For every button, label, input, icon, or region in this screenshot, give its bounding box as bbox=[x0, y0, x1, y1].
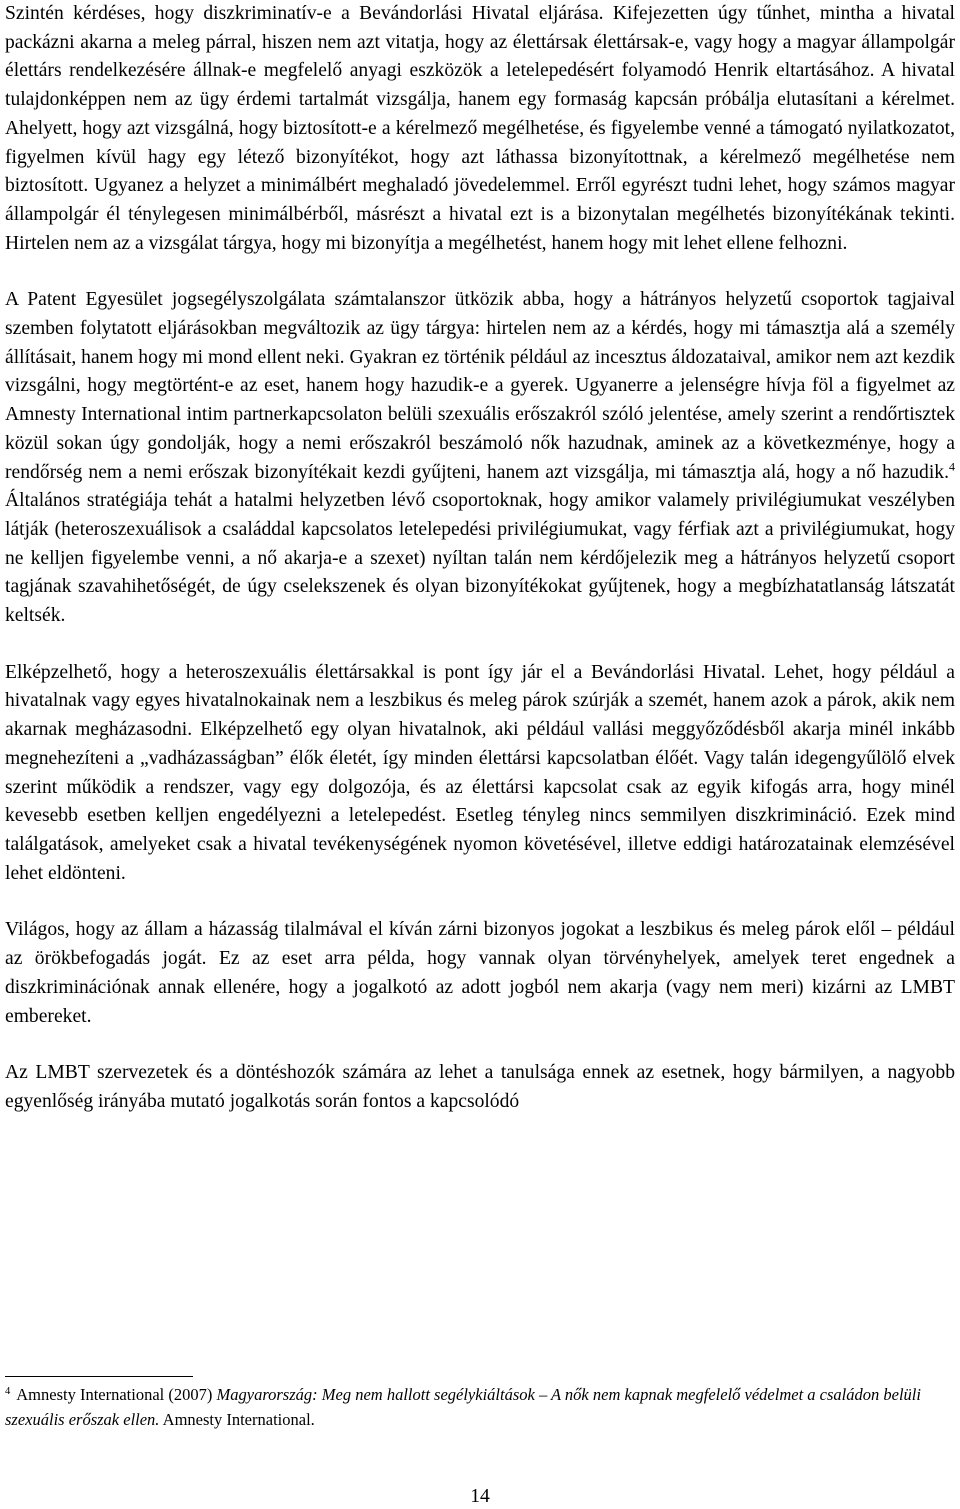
paragraph-patent-association bbox=[5, 286, 955, 630]
paragraph-patent-text-before-note: A Patent Egyesület jogsegélyszolgálata számtalanszor ütközik abba, hogy a hátrányos helyzetű csoportok tagjaival szemben folytatott eljárásokban megváltozik az ügy tárgya: hirtelen nem az a kérdés, hogy mi támasztja alá a személy állításait, hanem hogy mi mond ellent neki. Gyakran ez történik például az incesztus áldozataival, amikor nem azt kezdik vizsgálni, hogy megtörtént-e az eset, hanem hogy hazudik-e a gyerek. Ugyanerre a jelenségre hívja föl a figyelmet az Amnesty International intim partnerkapcsolaton belüli szexuális erőszakról szóló jelentése, amely szerint a rendőrtisztek közül sokan úgy gondolják, hogy a nemi erőszakról beszámoló nők hazudnak, aminek az a következménye, hogy a rendőrség nem a nemi erőszak bizonyítékait kezdi gyűjteni, hanem azt vizsgálja, mi támasztja alá, hogy a nő hazudik. bbox=[5, 289, 955, 483]
paragraph-marriage-ban: Világos, hogy az állam a házasság tilalmával el kíván zárni bizonyos jogokat a leszbikus és meleg párok elől – például az örökbefogadás jogát. Ez az eset arra példa, hogy vannak olyan törvényhelyek, amelyek teret engednek a diszkriminációnak annak ellenére, hogy a jogalkotó az adott jogból nem akarja (vagy nem meri) kizárni az LMBT embereket. bbox=[5, 919, 955, 1027]
paragraph-discrimination: Szintén kérdéses, hogy diszkriminatív-e a Bevándorlási Hivatal eljárása. Kifejezetten úgy tűnhet, mintha a hivatal packázni akarna a meleg párral, hiszen nem azt vitatja, hogy az élettársak élettársak-e, vagy hogy a magyar állampolgár élettárs rendelkezésére állnak-e megfelelő anyagi eszközök a letelepedésért folyamodó Henrik eltartásához. A hivatal tulajdonképpen nem az ügy érdemi tartalmát vizsgálja, hanem egy formaság kapcsán próbálja elutasítani a kérelmet. Ahelyett, hogy azt vizsgálná, hogy biztosított-e a kérelmező megélhetése, és figyelembe venné a támogató nyilatkozatot, figyelmen kívül hagy egy létező bizonyítékot, hogy azt láthassa bizonyítottnak, a kérelmező megélhetése nem biztosított. Ugyanez a helyzet a minimálbért meghaladó jövedelemmel. Erről egyrészt tudni lehet, hogy számos magyar állampolgár él ténylegesen minimálbérből, másrészt a hivatal ezt is a bizonytalan megélhetés bizonyítékának tekinti. Hirtelen nem az a vizsgálat tárgya, hogy mi bizonyítja a megélhetést, hanem hogy mit lehet ellene felhozni. bbox=[5, 3, 955, 254]
footnote-title: Magyarország: Meg nem hallott segélykiáltások – A nők nem kapnak megfelelő védelmet a családon belüli szexuális erőszak ellen. bbox=[5, 1385, 921, 1429]
footnote-reference[interactable]: 4 bbox=[949, 459, 955, 474]
footnote-divider bbox=[5, 1376, 193, 1377]
footnote-number: 4 bbox=[5, 1385, 11, 1397]
page-number: 14 bbox=[470, 1486, 490, 1507]
paragraph-lmbt-organizations: Az LMBT szervezetek és a döntéshozók számára az lehet a tanulsága ennek az esetnek, hogy bármilyen, a nagyobb egyenlőség irányába mutató jogalkotás során fontos a kapcsolódó bbox=[5, 1062, 955, 1112]
footnote bbox=[5, 1382, 955, 1432]
paragraph-patent-text-after-note: Általános stratégiája tehát a hatalmi helyzetben lévő csoportoknak, hogy amikor valamely privilégiumukat veszélyben látják (heteroszexuálisok a családdal kapcsolatos letelepedési privilégiumukat, vagy férfiak azt a privilégiumukat, hogy ne kelljen figyelembe venni, a nő akarja-e a szexet) nyíltan talán nem kérdőjelezik meg a hátrányos helyzetű csoport tagjának szavahihetőségét, de úgy cselekszenek és olyan bizonyítékokat gyűjtenek, hogy a megbízhatatlanság látszatát keltsék. bbox=[5, 490, 955, 627]
footnote-publisher: Amnesty International. bbox=[159, 1410, 315, 1429]
footnote-author: Amnesty International (2007) bbox=[16, 1385, 217, 1404]
paragraph-heterosexual-partners: Elképzelhető, hogy a heteroszexuális élettársakkal is pont így jár el a Bevándorlási Hivatal. Lehet, hogy például a hivatalnak vagy egyes hivatalnokainak nem a leszbikus és meleg párok szúrják a szemét, hanem azok a párok, akik nem akarnak megházasodni. Elképzelhető egy olyan hivatalnok, aki például vallási meggyőződésből akarja minél inkább megnehezíteni a „vadházasságban” élők életét, így minden élettársi kapcsolatban élőét. Vagy talán idegengyűlölő elvek szerint működik a rendszer, vagy egy dolgozója, és az élettársi kapcsolat csak az egyik kifogás arra, hogy minél kevesebb esetben kelljen engedélyezni a letelepedést. Esetleg tényleg nincs semmilyen diszkrimináció. Ezek mind találgatások, amelyeket csak a hivatal tevékenységének nyomon követésével, illetve eddigi határozatainak elemzésével lehet eldönteni. bbox=[5, 661, 955, 884]
body-text bbox=[5, 0, 955, 1145]
